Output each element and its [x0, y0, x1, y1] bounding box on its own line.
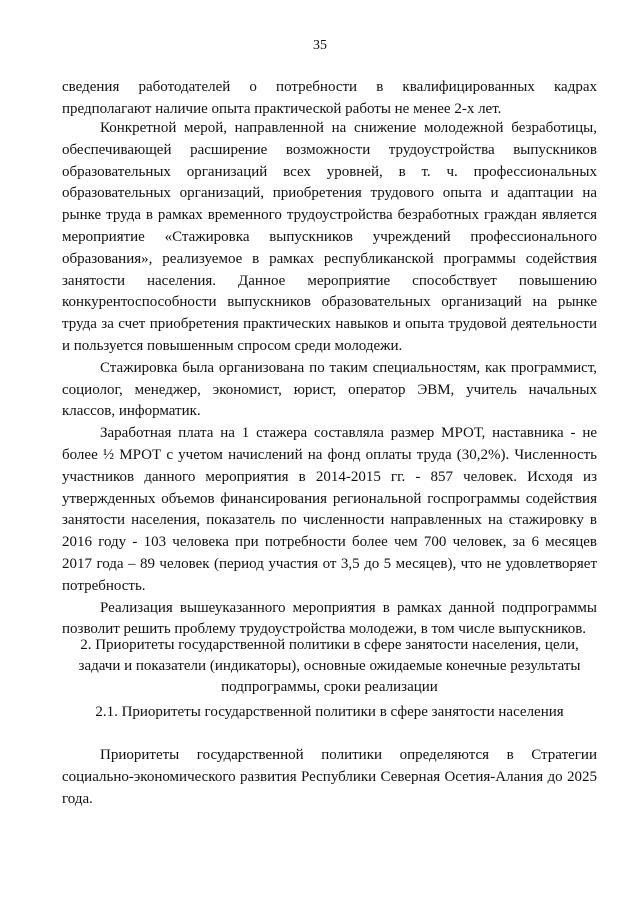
paragraph: Заработная плата на 1 стажера составляла размер МРОТ, наставника - не более ½ МРОТ с учетом начислений на фонд оплаты труда (30,2%). Численность участников данного мероприятия в 2014-2015 гг. - 857 человек. Исходя из утвержденных объемов финансирования региональной госпрограммы содействия занятости населения, показатель по численности направленных на стажировку в 2016 году - 103 человека при потребности более чем 700 человек, за 6 месяцев 2017 года – 89 человек (период участия от 3,5 до 5 месяцев), что не удовлетворяет потребность.	[62, 425, 597, 594]
section-heading: 2. Приоритеты государственной политики в сфере занятости населения, цели, задачи и показатели (индикаторы), основные ожидаемые конечные результаты подпрограммы, сроки реализации	[78, 637, 581, 695]
text-block-main	[62, 118, 597, 641]
paragraph: Реализация вышеуказанного мероприятия в рамках данной подпрограммы позволит решить проблему трудоустройства молодежи, в том числе выпускников.	[62, 599, 597, 638]
text-block-bottom	[62, 745, 597, 810]
paragraph: сведения работодателей о потребности в квалифицированных кадрах предполагают наличие опыта практической работы не менее 2-х лет.	[62, 79, 597, 117]
page-number: 35	[313, 38, 327, 53]
paragraph: Приоритеты государственной политики определяются в Стратегии социально-экономического развития Республики Северная Осетия-Алания до 2025 года.	[62, 747, 597, 807]
paragraph: Конкретной мерой, направленной на снижение молодежной безработицы, обеспечивающей расширение возможности трудоустройства выпускников образовательных организаций всех уровней, в т. ч. профессиональных образовательных организаций, приобретения трудового опыта и адаптации на рынке труда в рамках временного трудоустройства безработных граждан является мероприятие «Стажировка выпускников учреждений профессионального образования», реализуемое в рамках республиканской программы содействия занятости населения. Данное мероприятие способствует повышению конкурентоспособности выпускников образовательных организаций на рынке труда за счет приобретения практических навыков и опыта трудовой деятельности и пользуется повышенным спросом среди молодежи.	[62, 120, 597, 354]
text-block-top	[62, 77, 597, 121]
subsection-heading: 2.1. Приоритеты государственной политики в сфере занятости населения	[95, 704, 564, 720]
paragraph: Стажировка была организована по таким специальностям, как программист, социолог, менеджер, экономист, юрист, оператор ЭВМ, учитель начальных классов, информатик.	[62, 359, 597, 420]
